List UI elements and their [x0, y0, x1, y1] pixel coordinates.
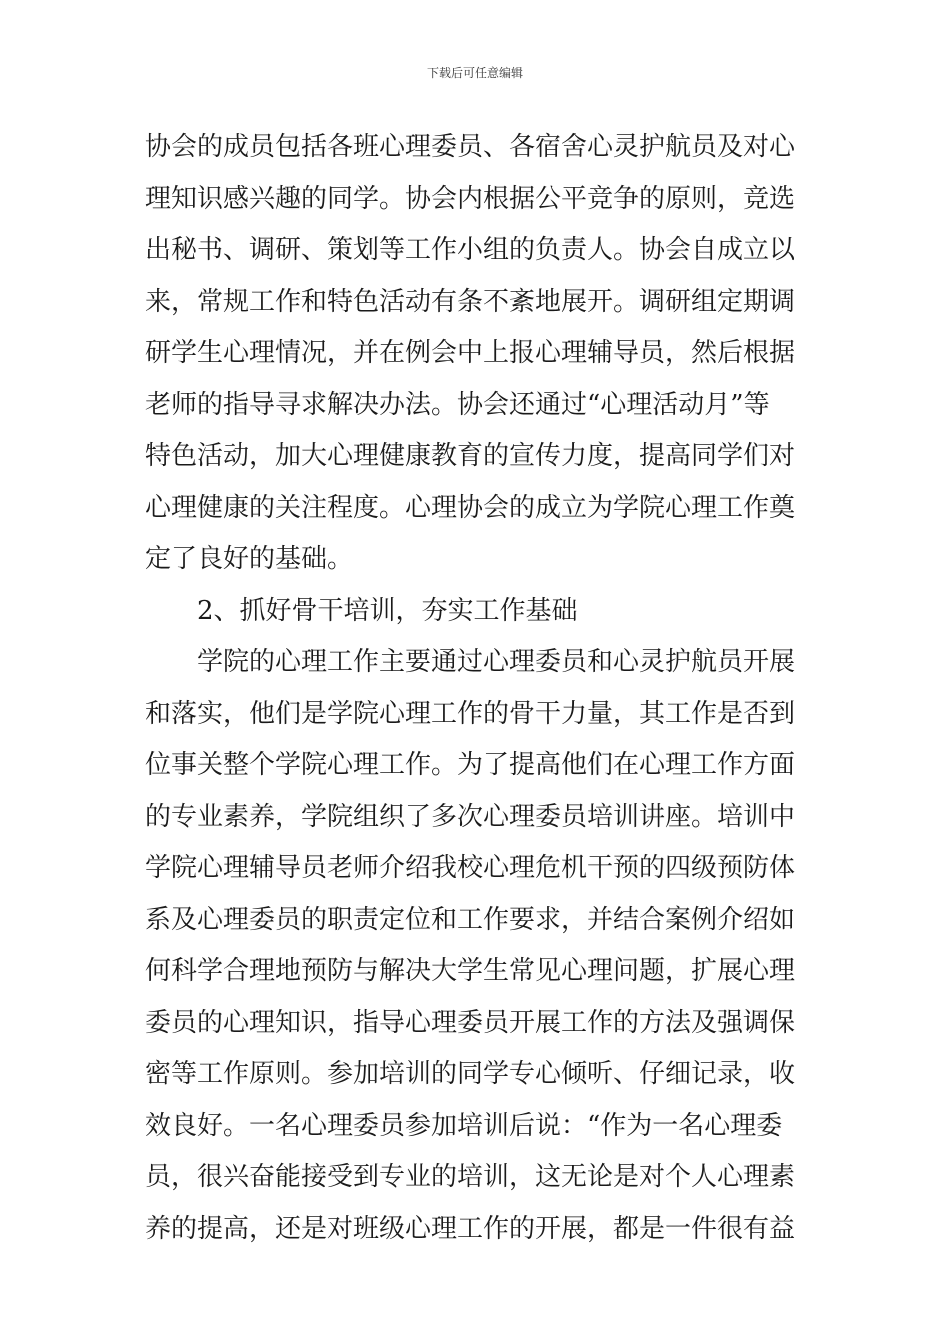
text-line: 和落实，他们是学院心理工作的骨干力量，其工作是否到 — [145, 698, 796, 729]
text-line: 定了良好的基础。 — [145, 544, 354, 574]
page-header-note: 下载后可任意编辑 — [426, 66, 523, 80]
text-line: 来，常规工作和特色活动有条不紊地展开。调研组定期调 — [145, 286, 796, 317]
text-line: 特色活动，加大心理健康教育的宣传力度，提高同学们对 — [145, 441, 796, 471]
text-line: 学院心理辅导员老师介绍我校心理危机干预的四级预防体 — [145, 853, 796, 883]
text-line: 委员的心理知识，指导心理委员开展工作的方法及强调保 — [145, 1007, 796, 1038]
text-line: 2、抓好骨干培训，夯实工作基础 — [197, 595, 578, 626]
text-line: 理知识感兴趣的同学。协会内根据公平竞争的原则，竞选 — [145, 183, 796, 214]
text-line: 员，很兴奋能接受到专业的培训，这无论是对个人心理素 — [145, 1162, 796, 1192]
text-line: 系及心理委员的职责定位和工作要求，并结合案例介绍如 — [145, 904, 796, 935]
text-line: 的专业素养，学院组织了多次心理委员培训讲座。培训中 — [145, 801, 796, 832]
text-line: 效良好。一名心理委员参加培训后说：“作为一名心理委 — [145, 1110, 783, 1141]
text-line: 何科学合理地预防与解决大学生常见心理问题，扩展心理 — [145, 956, 796, 986]
text-line: 密等工作原则。参加培训的同学专心倾听、仔细记录，收 — [145, 1059, 796, 1089]
text-line: 位事关整个学院心理工作。为了提高他们在心理工作方面 — [145, 750, 796, 780]
text-line: 心理健康的关注程度。心理协会的成立为学院心理工作奠 — [145, 492, 796, 523]
text-line: 研学生心理情况，并在例会中上报心理辅导员，然后根据 — [145, 338, 796, 368]
text-line: 协会的成员包括各班心理委员、各宿舍心灵护航员及对心 — [145, 132, 796, 162]
text-line: 学院的心理工作主要通过心理委员和心灵护航员开展 — [197, 647, 796, 677]
text-line: 养的提高，还是对班级心理工作的开展，都是一件很有益 — [145, 1213, 796, 1244]
document-body — [145, 122, 815, 1255]
text-line: 出秘书、调研、策划等工作小组的负责人。协会自成立以 — [145, 235, 796, 265]
text-line: 老师的指导寻求解决办法。协会还通过“心理活动月”等 — [145, 389, 770, 420]
